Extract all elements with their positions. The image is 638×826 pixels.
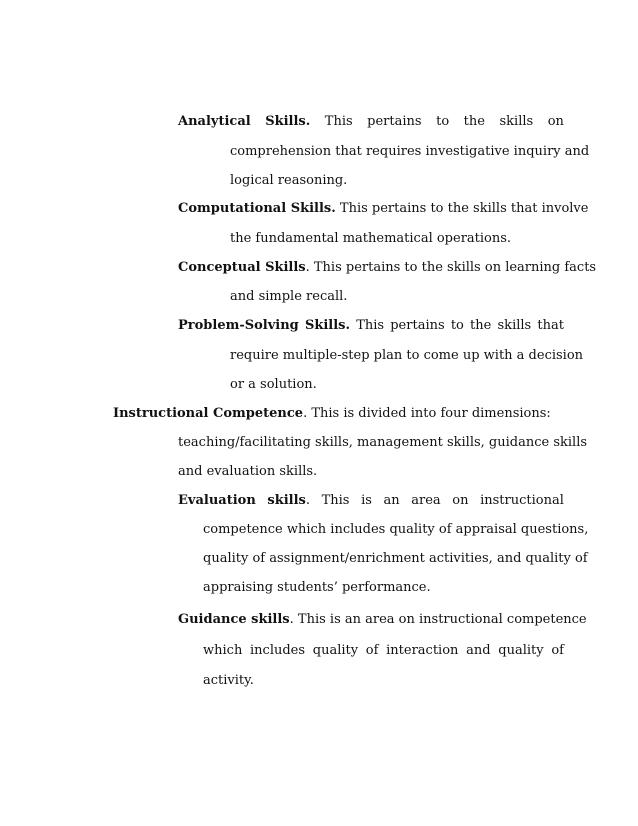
word: that (537, 318, 564, 333)
guidance-term: Guidance skills (178, 612, 290, 627)
evaluation-skills-line-3: quality of assignment/enrichment activities, and quality of (203, 551, 588, 566)
instructional-term: Instructional Competence (113, 406, 304, 421)
analytical-skills-line-2: comprehension that requires investigative inquiry and (230, 144, 590, 159)
computational-skills-line-2: the fundamental mathematical operations. (230, 231, 512, 246)
analytical-skills-line-1 (178, 114, 564, 130)
word: This (356, 318, 385, 333)
evaluation-skills-line-4: appraising students’ performance. (203, 580, 431, 595)
word: skills (497, 318, 532, 333)
computational-term: Computational Skills. (178, 201, 336, 216)
word: on (452, 493, 469, 508)
evaluation-term: Evaluation (178, 493, 256, 508)
word: is (361, 493, 372, 508)
word: instructional (480, 493, 564, 508)
word: to (436, 114, 450, 129)
guidance-text: . This is an area on instructional competence (289, 612, 587, 627)
evaluation-skills-line-1 (178, 493, 564, 509)
word: which (203, 643, 243, 658)
word: on (547, 114, 564, 129)
problem-solving-line-1 (178, 318, 564, 334)
word: and (466, 643, 491, 658)
computational-text: This pertains to the skills that involve (335, 201, 589, 216)
word: pertains (390, 318, 445, 333)
conceptual-text: . This pertains to the skills on learning facts (305, 260, 597, 275)
conceptual-skills-line-2: and simple recall. (230, 289, 348, 304)
guidance-skills-line-3: activity. (203, 673, 254, 688)
word: the (470, 318, 492, 333)
word: of (551, 643, 564, 658)
problem-solving-term: Problem-Solving (178, 318, 299, 333)
instructional-competence-line-2: teaching/facilitating skills, management skills, guidance skills (178, 435, 588, 450)
conceptual-term: Conceptual Skills (178, 260, 306, 275)
conceptual-skills-line-1 (178, 260, 596, 276)
evaluation-skills-line-2: competence which includes quality of appraisal questions, (203, 522, 589, 537)
computational-skills-line-1 (178, 201, 588, 217)
instructional-text: . This is divided into four dimensions: (303, 406, 551, 421)
word: . (305, 493, 310, 508)
word: area (411, 493, 441, 508)
instructional-competence-line-3: and evaluation skills. (178, 464, 318, 479)
word: includes (250, 643, 306, 658)
analytical-term-2: Skills. (265, 114, 311, 129)
word: This (321, 493, 350, 508)
word: interaction (386, 643, 459, 658)
guidance-skills-line-1 (178, 612, 587, 628)
word: skills (499, 114, 534, 129)
word: quality (498, 643, 544, 658)
problem-solving-line-2: require multiple-step plan to come up with a decision (230, 348, 584, 363)
word: quality (312, 643, 359, 658)
word: the (463, 114, 485, 129)
guidance-skills-line-2 (203, 643, 564, 659)
word: of (365, 643, 379, 658)
problem-solving-term-2: Skills. (304, 318, 351, 333)
analytical-term: Analytical (178, 114, 251, 129)
word: This (324, 114, 353, 129)
problem-solving-line-3: or a solution. (230, 377, 317, 392)
evaluation-term-2: skills (267, 493, 306, 508)
word: pertains (367, 114, 422, 129)
word: an (383, 493, 400, 508)
instructional-competence-line-1 (113, 406, 551, 422)
word: to (450, 318, 464, 333)
analytical-skills-line-3: logical reasoning. (230, 173, 348, 188)
